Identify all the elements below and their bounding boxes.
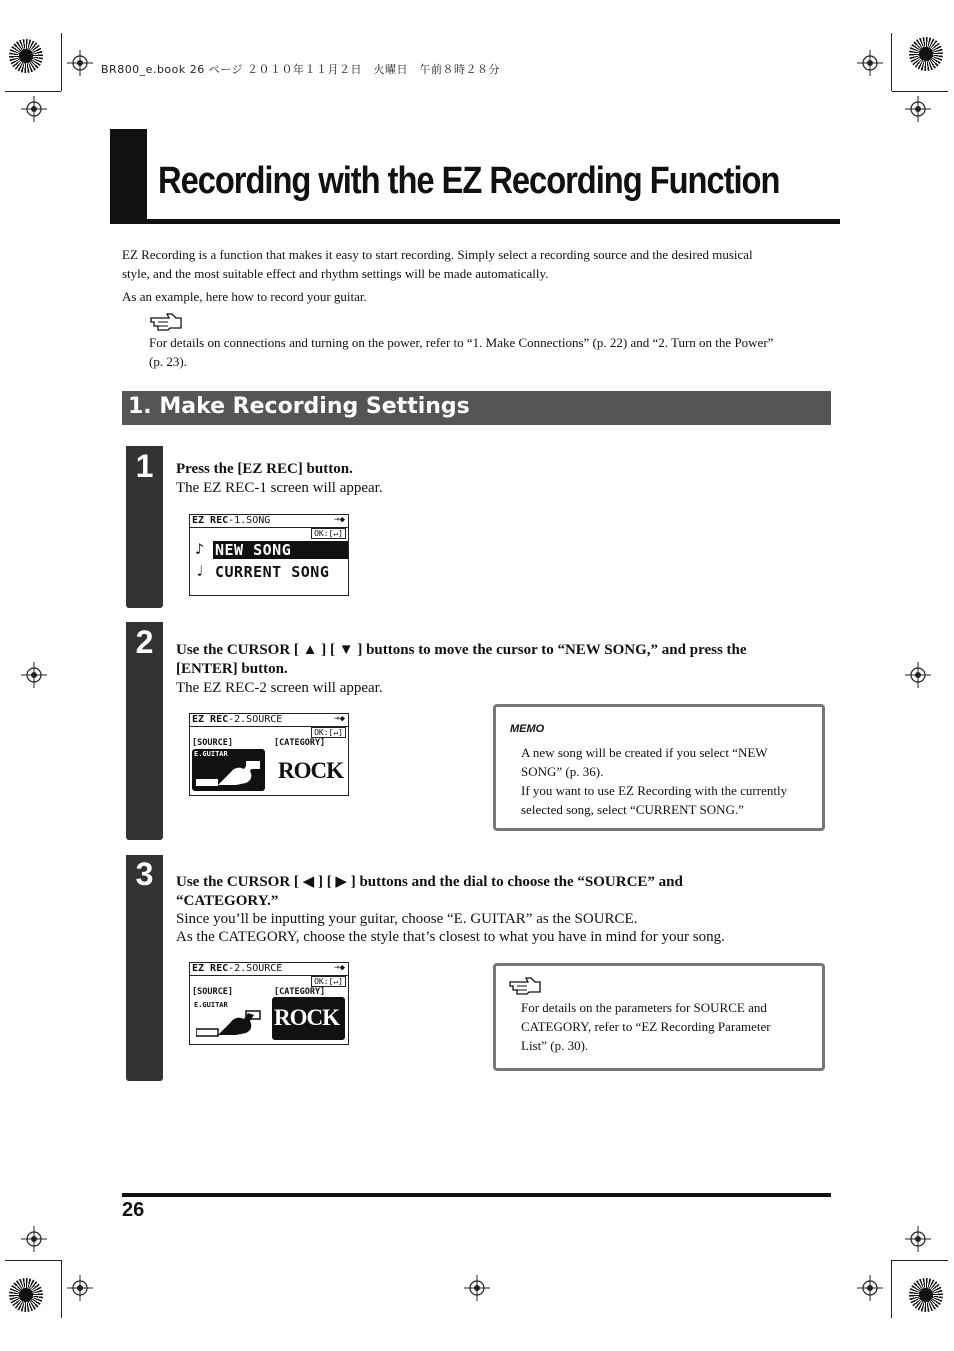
plug-icon: ⊸◆ xyxy=(334,714,345,724)
registration-crosshair-icon xyxy=(21,1226,47,1252)
reference-line: For details on connections and turning on the power, refer to “1. Make Connections” (p. 22) and “2. Turn on the Power” xyxy=(149,335,774,350)
lcd-screen-ez-rec-2-category xyxy=(189,962,349,1045)
lcd-header: EZ REC-2.SOURCE xyxy=(192,714,283,725)
step-3-body-line: Since you’ll be inputting your guitar, choose “E. GUITAR” as the SOURCE. xyxy=(176,911,638,927)
lcd-source-selected xyxy=(192,749,265,791)
lcd-item-new-song: NEW SONG xyxy=(213,541,348,559)
reference-line: CATEGORY, refer to “EZ Recording Parameter xyxy=(521,1019,771,1034)
title-underline xyxy=(110,219,840,224)
lcd-category-value: ROCK xyxy=(274,1005,339,1030)
step-1-number: 1 xyxy=(135,448,154,484)
step-2-heading-line: [ENTER] button. xyxy=(176,661,288,677)
footer-rule xyxy=(122,1193,831,1197)
lcd-header: EZ REC-2.SOURCE xyxy=(192,963,283,974)
lcd-category-selected xyxy=(272,997,345,1040)
lcd-source-value: E.GUITAR xyxy=(194,1001,228,1009)
registration-crosshair-icon xyxy=(905,96,931,122)
registration-crosshair-icon xyxy=(21,96,47,122)
lcd-new-song-icon: ♪ xyxy=(195,540,205,558)
registration-sunburst-top-right xyxy=(909,37,943,71)
page-number: 26 xyxy=(122,1199,145,1221)
registration-crosshair-icon xyxy=(464,1275,490,1301)
step-2-number: 2 xyxy=(135,624,154,660)
step-3-body xyxy=(176,910,836,946)
intro-line: EZ Recording is a function that makes it easy to start recording. Simply select a recording source and the desired musical xyxy=(122,247,753,262)
crop-line xyxy=(891,1260,892,1318)
section-title: 1. Make Recording Settings xyxy=(128,394,470,419)
registration-crosshair-icon xyxy=(21,662,47,688)
lcd-header: EZ REC-1.SONG xyxy=(192,515,271,526)
step-3-heading xyxy=(176,873,836,911)
registration-crosshair-icon xyxy=(67,50,93,76)
crop-line xyxy=(5,1260,61,1261)
reference-text xyxy=(521,998,813,1055)
registration-crosshair-icon xyxy=(905,1226,931,1252)
step-3-number: 3 xyxy=(135,856,154,892)
reference-line: For details on the parameters for SOURCE and xyxy=(521,1000,767,1015)
step-3-heading-line: Use the CURSOR [ ◀ ] [ ▶ ] buttons and the dial to choose the “SOURCE” and xyxy=(176,874,683,890)
registration-sunburst-bottom-left xyxy=(9,1278,43,1312)
print-header: BR800_e.book 26 ページ ２０１０年１１月２日 火曜日 午前８時２８分 xyxy=(101,63,501,76)
page-title: Recording with the EZ Recording Function xyxy=(158,160,780,202)
intro-line: style, and the most suitable effect and rhythm settings will be made automatically. xyxy=(122,266,549,281)
guitar-icon xyxy=(196,759,262,789)
memo-line: selected song, select “CURRENT SONG.” xyxy=(521,802,744,817)
lcd-source-value: E.GUITAR xyxy=(194,750,228,758)
crop-line xyxy=(61,33,62,91)
step-2-heading-line: Use the CURSOR [ ▲ ] [ ▼ ] buttons to move the cursor to “NEW SONG,” and press the xyxy=(176,642,747,658)
registration-crosshair-icon xyxy=(857,50,883,76)
plug-icon: ⊸◆ xyxy=(334,963,345,973)
reference-line: List” (p. 30). xyxy=(521,1038,589,1053)
lcd-category-label: [CATEGORY] xyxy=(274,738,326,748)
lcd-category-value: ROCK xyxy=(278,758,343,783)
memo-text xyxy=(521,743,813,819)
registration-crosshair-icon xyxy=(67,1275,93,1301)
lcd-category-label: [CATEGORY] xyxy=(274,987,326,997)
lcd-ok-indicator: OK:[↵] xyxy=(311,976,346,987)
step-1-heading: Press the [EZ REC] button. xyxy=(176,461,353,477)
memo-line: If you want to use EZ Recording with the currently xyxy=(521,783,788,798)
step-2-heading xyxy=(176,641,836,679)
plug-icon: ⊸◆ xyxy=(334,515,345,525)
lcd-screen-ez-rec-1 xyxy=(189,514,349,596)
connections-reference xyxy=(149,333,839,371)
crop-line xyxy=(892,1260,948,1261)
lcd-ok-indicator: OK:[↵] xyxy=(311,727,346,738)
intro-example: As an example, here how to record your guitar. xyxy=(122,289,367,304)
lcd-item-current-song: CURRENT SONG xyxy=(215,563,330,581)
lcd-current-song-icon: ♩ xyxy=(195,562,205,580)
registration-sunburst-top-left xyxy=(9,39,43,73)
step-3-heading-line: “CATEGORY.” xyxy=(176,893,279,909)
intro-paragraph xyxy=(122,245,842,283)
registration-crosshair-icon xyxy=(905,662,931,688)
lcd-source-label: [SOURCE] xyxy=(192,738,233,748)
guitar-icon xyxy=(196,1009,262,1039)
lcd-ok-indicator: OK:[↵] xyxy=(311,528,346,539)
reference-line: (p. 23). xyxy=(149,354,187,369)
registration-crosshair-icon xyxy=(857,1275,883,1301)
pointing-hand-icon xyxy=(509,977,541,995)
crop-line xyxy=(5,91,61,92)
step-2-body: The EZ REC-2 screen will appear. xyxy=(176,680,383,696)
step-3-body-line: As the CATEGORY, choose the style that’s closest to what you have in mind for your song. xyxy=(176,929,725,945)
memo-tag: MEMO xyxy=(510,723,545,735)
pointing-hand-icon xyxy=(150,313,182,331)
lcd-screen-ez-rec-2 xyxy=(189,713,349,796)
crop-line xyxy=(891,33,892,91)
memo-line: SONG” (p. 36). xyxy=(521,764,604,779)
step-1-body: The EZ REC-1 screen will appear. xyxy=(176,480,383,496)
crop-line xyxy=(892,91,948,92)
crop-line xyxy=(61,1260,62,1318)
memo-icon xyxy=(510,723,544,735)
title-accent-block xyxy=(110,129,147,222)
registration-sunburst-bottom-right xyxy=(909,1278,943,1312)
lcd-source-label: [SOURCE] xyxy=(192,987,233,997)
memo-line: A new song will be created if you select “NEW xyxy=(521,745,768,760)
